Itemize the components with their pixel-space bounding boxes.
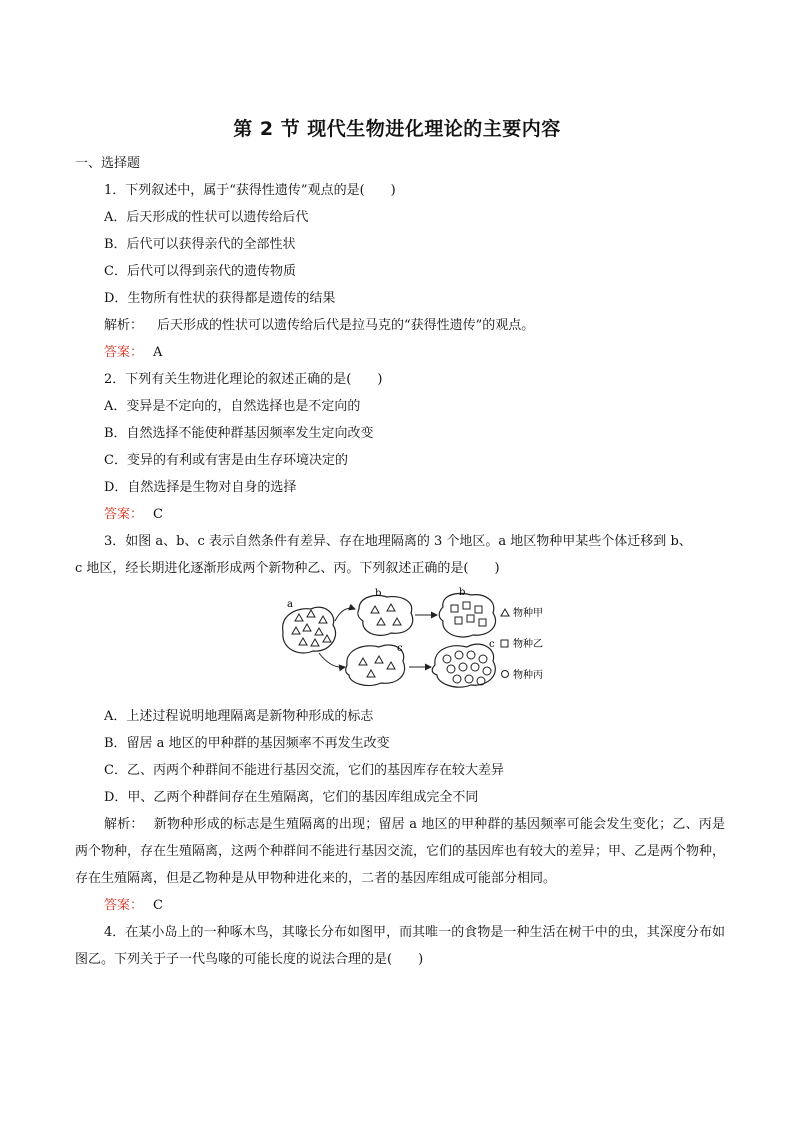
answer-value: A <box>153 345 163 360</box>
worksheet-body <box>75 150 725 973</box>
species-jia-population-a <box>292 610 331 646</box>
q3-analysis <box>75 811 725 892</box>
answer-label: 答案： <box>104 345 144 360</box>
speciation-figure <box>275 587 575 699</box>
arrow-a-to-c <box>319 653 345 667</box>
q1-analysis <box>75 312 725 339</box>
q2-answer <box>75 501 725 528</box>
region-b-label-right: b <box>459 587 466 598</box>
legend-species-jia: 物种甲 <box>513 608 543 619</box>
page-title: 第 2 节 现代生物进化理论的主要内容 <box>233 118 561 140</box>
species-bing-population <box>443 651 491 685</box>
analysis-label: 解析： <box>104 318 144 333</box>
analysis-label: 解析： <box>104 817 144 832</box>
answer-label: 答案： <box>104 507 144 522</box>
q3-option-b: B．留居 a 地区的甲种群的基因频率不再发生改变 <box>104 736 390 751</box>
section-heading: 一、选择题 <box>75 156 141 171</box>
species-jia-population-c <box>359 656 395 677</box>
q2-option-d: D．自然选择是生物对自身的选择 <box>104 480 297 495</box>
region-a-label: a <box>287 599 293 610</box>
circle-icon <box>502 671 509 678</box>
figure-legend <box>501 606 543 681</box>
q1-option-b: B．后代可以获得亲代的全部性状 <box>104 237 296 252</box>
q3-option-a: A．上述过程说明地理隔离是新物种形成的标志 <box>104 709 374 724</box>
region-c-label-left: c <box>397 643 403 654</box>
q3-option-d: D．甲、乙两个种群间存在生殖隔离，它们的基因库组成完全不同 <box>104 790 479 805</box>
answer-label: 答案： <box>104 898 144 913</box>
q2-option-c: C．变异的有利或有害是由生存环境决定的 <box>104 453 348 468</box>
q3-option-c: C．乙、丙两个种群间不能进行基因交流，它们的基因库存在较大差异 <box>104 763 504 778</box>
q1-option-a: A．后天形成的性状可以遗传给后代 <box>104 210 309 225</box>
q1-answer <box>75 339 725 366</box>
question-1-stem: 1．下列叙述中，属于“获得性遗传”观点的是( ) <box>104 183 396 198</box>
question-2-stem: 2．下列有关生物进化理论的叙述正确的是( ) <box>104 372 383 387</box>
region-b-label-left: b <box>375 588 382 599</box>
legend-species-yi: 物种乙 <box>513 639 543 650</box>
region-c-label-right: c <box>489 639 495 650</box>
legend-species-bing: 物种丙 <box>513 670 543 681</box>
region-c-blob-right <box>432 644 495 687</box>
q1-option-c: C．后代可以得到亲代的遗传物质 <box>104 264 296 279</box>
q2-option-a: A．变异是不定向的，自然选择也是不定向的 <box>104 399 361 414</box>
arrow-a-to-b <box>335 608 355 621</box>
analysis-text: 新物种形成的标志是生殖隔离的出现；留居 a 地区的甲种群的基因频率可能会发生变化；乙、丙是两个物种，存在生殖隔离，这两个种群间不能进行基因交流，它们的基因库也有较大的差异；甲、乙是两个物种，存在生殖隔离，但是乙物种是从甲物种进化来的，二者的基因库组成可能部分相同。 <box>75 817 726 886</box>
q2-option-b: B．自然选择不能使种群基因频率发生定向改变 <box>104 426 374 441</box>
species-yi-population <box>451 602 486 626</box>
q3-answer <box>75 892 725 919</box>
analysis-text: 后天形成的性状可以遗传给后代是拉马克的“获得性遗传”的观点。 <box>157 318 535 333</box>
triangle-icon <box>501 609 509 616</box>
species-jia-population-b <box>371 604 401 625</box>
question-4-stem: 4．在某小岛上的一种啄木鸟，其喙长分布如图甲，而其唯一的食物是一种生活在树干中的虫，其深度分布如图乙。下列关于子一代鸟喙的可能长度的说法合理的是( ) <box>75 925 725 967</box>
question-3-stem-line2: c 地区，经长期进化逐渐形成两个新物种乙、丙。下列叙述正确的是( ) <box>75 561 500 576</box>
answer-value: C <box>153 507 163 522</box>
answer-value: C <box>153 898 163 913</box>
question-3-stem-line1: 3．如图 a、b、c 表示自然条件有差异、存在地理隔离的 3 个地区。a 地区物种甲某些个体迁移到 b、 <box>104 534 692 549</box>
region-c-blob-left <box>346 645 405 685</box>
speciation-diagram <box>75 587 725 699</box>
region-b-blob-left <box>358 596 413 636</box>
q1-option-d: D．生物所有性状的获得都是遗传的结果 <box>104 291 336 306</box>
square-icon <box>501 640 508 647</box>
